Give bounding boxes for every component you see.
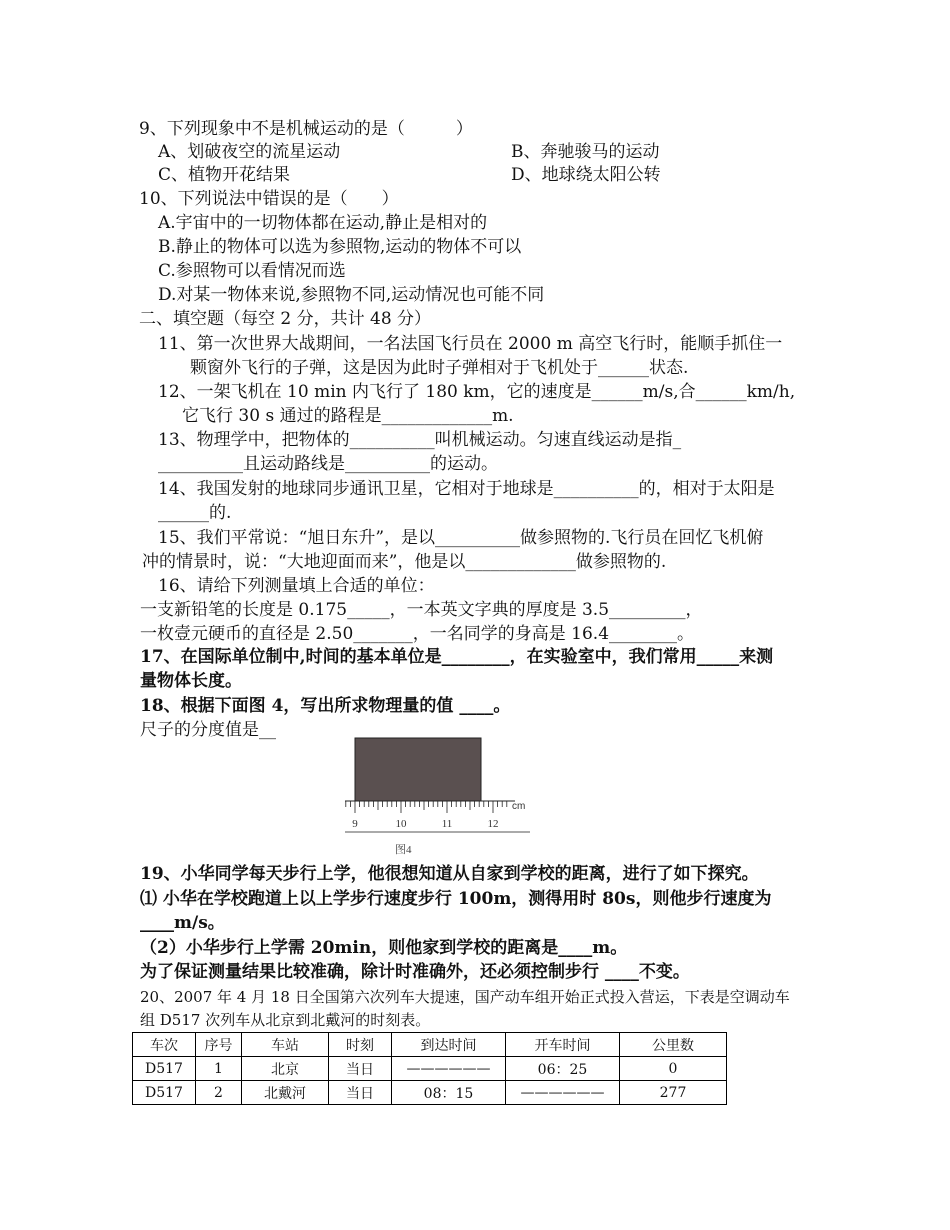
- q10-stem: 10、下列说法中错误的是（ ）: [139, 189, 399, 209]
- q19-stem: 19、小华同学每天步行上学，他很想知道从自家到学校的距离，进行了如下探究。: [140, 864, 759, 884]
- q9-option-a: A、划破夜空的流星运动: [158, 142, 341, 162]
- header-cell: 开车时间: [506, 1033, 620, 1057]
- table-cell: 1: [196, 1057, 242, 1081]
- ruler-label-12: 12: [487, 818, 499, 830]
- table-cell: 277: [620, 1081, 727, 1105]
- q11-line-2: 颗窗外飞行的子弹，这是因为此时子弹相对于飞机处于______状态.: [190, 358, 689, 378]
- figure-caption: 图4: [395, 844, 412, 856]
- q19-part-3: 为了保证测量结果比较准确，除计时准确外，还必须控制步行 ____不变。: [140, 962, 690, 982]
- q12-line-2: 它飞行 30 s 通过的路程是_____________m.: [182, 406, 514, 426]
- table-cell: 当日: [329, 1081, 392, 1105]
- table-cell: 北戴河: [242, 1081, 329, 1105]
- q9-option-b: B、奔驰骏马的运动: [511, 142, 660, 162]
- q20-line-2: 组 D517 次列车从北京到北戴河的时刻表。: [140, 1011, 431, 1029]
- q18-stem: 18、根据下面图 4，写出所求物理量的值 ____。: [140, 696, 511, 716]
- header-cell: 车次: [133, 1033, 196, 1057]
- table-cell: 06：25: [506, 1057, 620, 1081]
- table-row: [133, 1057, 727, 1081]
- q12-line-1: 12、一架飞机在 10 min 内飞行了 180 km，它的速度是______m/s,合______km/h,: [158, 382, 796, 402]
- q13-line-1: 13、物理学中，把物体的__________叫机械运动。匀速直线运动是指_: [158, 430, 682, 450]
- table-header-row: [133, 1033, 727, 1057]
- header-cell: 公里数: [620, 1033, 727, 1057]
- table-cell: 0: [620, 1057, 727, 1081]
- q10-option-b: B.静止的物体可以选为参照物,运动的物体不可以: [158, 237, 522, 257]
- q11-line-1: 11、第一次世界大战期间，一名法国飞行员在 2000 m 高空飞行时，能顺手抓住一: [158, 334, 783, 354]
- q17-line-2: 量物体长度。: [140, 671, 242, 691]
- table-cell: 2: [196, 1081, 242, 1105]
- ruler-label-10: 10: [395, 818, 407, 830]
- table-row: [133, 1081, 727, 1105]
- q16-line-1: 一支新铅笔的长度是 0.175_____，一本英文字典的厚度是 3.5_________，: [140, 600, 703, 620]
- ruler-unit: cm: [512, 801, 526, 812]
- table-cell: 当日: [329, 1057, 392, 1081]
- table-cell: ——————: [392, 1057, 506, 1081]
- section-2-heading: 二、填空题（每空 2 分，共计 48 分）: [139, 309, 432, 329]
- ruler-label-11: 11: [441, 818, 453, 830]
- table-cell: 北京: [242, 1057, 329, 1081]
- q15-line-1: 15、我们平常说：“旭日东升”，是以__________做参照物的.飞行员在回忆飞机俯: [158, 528, 764, 548]
- q16-line-2: 一枚壹元硬币的直径是 2.50_______，一名同学的身高是 16.4________。: [140, 624, 695, 644]
- q18-ruler-question: 尺子的分度值是__: [140, 720, 276, 740]
- q20-line-1: 20、2007 年 4 月 18 日全国第六次列车大提速，国产动车组开始正式投入营运，下表是空调动车: [140, 988, 790, 1006]
- header-cell: 时刻: [329, 1033, 392, 1057]
- q9-option-d: D、地球绕太阳公转: [511, 165, 661, 185]
- q10-option-a: A.宇宙中的一切物体都在运动,静止是相对的: [158, 213, 488, 233]
- q15-line-2: 冲的情景时，说：“大地迎面而来”，他是以_____________做参照物的.: [142, 552, 667, 572]
- header-cell: 到达时间: [392, 1033, 506, 1057]
- q10-option-c: C.参照物可以看情况而选: [158, 261, 346, 281]
- q9-stem: 9、下列现象中不是机械运动的是（ ）: [139, 119, 473, 139]
- ruler-label-9: 9: [352, 818, 358, 830]
- measured-block: [355, 738, 481, 801]
- q10-option-d: D.对某一物体来说,参照物不同,运动情况也可能不同: [158, 285, 545, 305]
- q17-line-1: 17、在国际单位制中,时间的基本单位是________，在实验室中，我们常用_____来测: [140, 647, 774, 667]
- q19-part-1-line-1: ⑴ 小华在学校跑道上以上学步行速度步行 100m，测得用时 80s，则他步行速度为: [140, 889, 772, 909]
- q19-part-2: （2）小华步行上学需 20min，则他家到学校的距离是____m。: [140, 938, 628, 958]
- q9-option-c: C、植物开花结果: [158, 165, 291, 185]
- q14-line-1: 14、我国发射的地球同步通讯卫星，它相对于地球是__________的，相对于太阳是: [158, 479, 775, 499]
- table-cell: D517: [133, 1081, 196, 1105]
- ruler-ticks: [346, 801, 507, 813]
- header-cell: 序号: [196, 1033, 242, 1057]
- table-cell: D517: [133, 1057, 196, 1081]
- figure-4-ruler-diagram: [340, 735, 540, 860]
- table-cell: ——————: [506, 1081, 620, 1105]
- q14-line-2: ______的.: [158, 503, 232, 523]
- q19-part-1-line-2: ____m/s。: [140, 913, 225, 933]
- train-timetable: [132, 1032, 727, 1105]
- q16-stem: 16、请给下列测量填上合适的单位：: [158, 576, 435, 596]
- q13-line-2: __________且运动路线是__________的运动。: [158, 454, 498, 474]
- table-cell: 08：15: [392, 1081, 506, 1105]
- header-cell: 车站: [242, 1033, 329, 1057]
